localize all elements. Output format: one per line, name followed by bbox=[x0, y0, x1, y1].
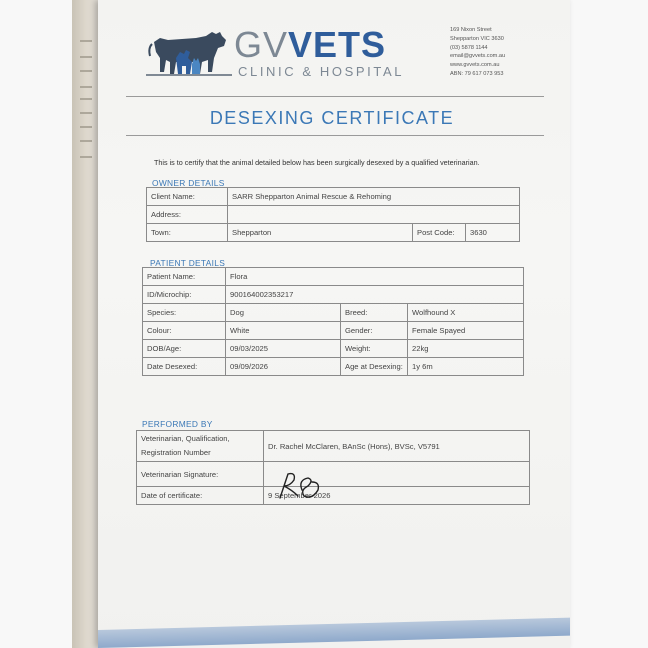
handwritten-signature bbox=[274, 470, 326, 502]
town-value: Shepparton bbox=[228, 224, 413, 242]
contact-line: www.gvvets.com.au bbox=[450, 62, 500, 69]
age-at-desexing-label: Age at Desexing: bbox=[341, 358, 408, 376]
divider bbox=[126, 135, 544, 136]
dob-value: 09/03/2025 bbox=[226, 340, 341, 358]
date-desexed-label: Date Desexed: bbox=[143, 358, 226, 376]
client-label: Client Name: bbox=[147, 188, 228, 206]
vet-value: Dr. Rachel McClaren, BAnSc (Hons), BVSc, V5791 bbox=[264, 431, 530, 462]
patient-name-label: Patient Name: bbox=[143, 268, 226, 286]
owner-table bbox=[146, 187, 520, 242]
patient-name-value: Flora bbox=[226, 268, 524, 286]
contact-line: (03) 5878 1144 bbox=[450, 44, 488, 51]
gender-value: Female Spayed bbox=[408, 322, 524, 340]
signature-label: Veterinarian Signature: bbox=[137, 462, 264, 487]
weight-label: Weight: bbox=[341, 340, 408, 358]
certificate-page bbox=[98, 0, 570, 648]
microchip-label: ID/Microchip: bbox=[143, 286, 226, 304]
colour-label: Colour: bbox=[143, 322, 226, 340]
clinic-logo bbox=[146, 24, 405, 82]
weight-value: 22kg bbox=[408, 340, 524, 358]
postcode-label: Post Code: bbox=[413, 224, 466, 242]
dob-label: DOB/Age: bbox=[143, 340, 226, 358]
species-value: Dog bbox=[226, 304, 341, 322]
microchip-value: 900164002353217 bbox=[226, 286, 524, 304]
cow-dog-cat-icon bbox=[146, 28, 232, 80]
vet-label bbox=[137, 431, 264, 462]
postcode-value: 3630 bbox=[466, 224, 520, 242]
colour-value: White bbox=[226, 322, 341, 340]
breed-label: Breed: bbox=[341, 304, 408, 322]
gender-label: Gender: bbox=[341, 322, 408, 340]
client-value: SARR Shepparton Animal Rescue & Rehoming bbox=[228, 188, 520, 206]
address-label: Address: bbox=[147, 206, 228, 224]
footer-band bbox=[98, 618, 570, 648]
performed-table bbox=[136, 430, 530, 505]
vet-label-line: Veterinarian, Qualification, bbox=[141, 434, 230, 443]
patient-table bbox=[142, 267, 524, 376]
contact-line: ABN: 79 617 073 953 bbox=[450, 70, 504, 77]
divider bbox=[126, 96, 544, 97]
brand-subtitle: CLINIC & HOSPITAL bbox=[238, 64, 405, 79]
vet-label-line: Registration Number bbox=[141, 448, 211, 457]
intro-text: This is to certify that the animal detailed below has been surgically desexed by a qualified veterinarian. bbox=[154, 158, 480, 167]
owner-heading: OWNER DETAILS bbox=[152, 178, 225, 188]
clinic-contact bbox=[450, 26, 505, 79]
town-label: Town: bbox=[147, 224, 228, 242]
contact-line: Shepparton VIC 3630 bbox=[450, 35, 504, 42]
age-at-desexing-value: 1y 6m bbox=[408, 358, 524, 376]
breed-value: Wolfhound X bbox=[408, 304, 524, 322]
performed-heading: PERFORMED BY bbox=[142, 419, 213, 429]
certificate-date-value: 9 September 2026 bbox=[264, 487, 530, 505]
background-right bbox=[570, 0, 648, 648]
date-desexed-value: 09/09/2026 bbox=[226, 358, 341, 376]
contact-line: email@gvvets.com.au bbox=[450, 53, 506, 60]
background-left bbox=[0, 0, 80, 648]
certificate-date-label: Date of certificate: bbox=[137, 487, 264, 505]
patient-heading: PATIENT DETAILS bbox=[150, 258, 226, 268]
address-value bbox=[228, 206, 520, 224]
page-title: DESEXING CERTIFICATE bbox=[209, 108, 455, 128]
contact-line: 169 Nixon Street bbox=[450, 27, 492, 33]
brand-name: GVVETS bbox=[234, 24, 387, 65]
species-label: Species: bbox=[143, 304, 226, 322]
